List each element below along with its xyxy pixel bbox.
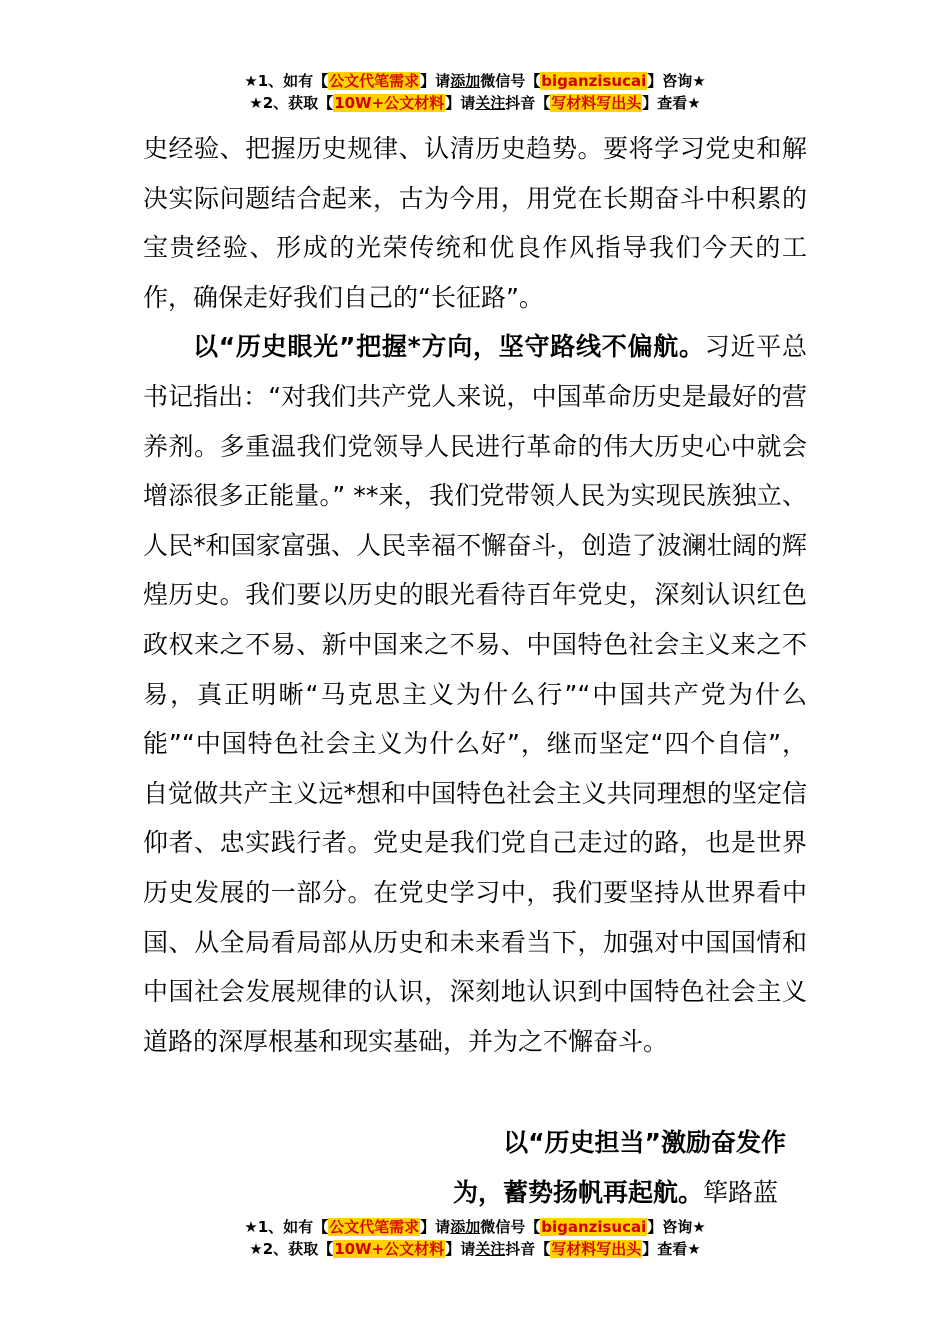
banner-highlight: biganzisucai [541, 1218, 647, 1236]
banner-highlight: 10W+公文材料 [334, 1240, 445, 1258]
banner-text: 微信号【 [480, 1218, 541, 1236]
banner-underline: 关注 [475, 94, 506, 112]
paragraph-1: 史经验、把握历史规律、认清历史趋势。要将学习党史和解决实际问题结合起来，古为今用，用党在长期奋斗中积累的宝贵经验、形成的光荣传统和优良作风指导我们今天的工作，确保走好我们自己的“长征路”。 [143, 134, 807, 312]
section-heading [440, 1118, 790, 1218]
banner-line-1 [0, 70, 950, 92]
section-body-start: 筚路蓝 [702, 1178, 778, 1207]
header-banner [0, 70, 950, 114]
banner-underline: 添加 [450, 1218, 481, 1236]
banner-line-2 [0, 1238, 950, 1260]
banner-text: 】请 [445, 1240, 476, 1258]
banner-text: 】咨询★ [647, 72, 706, 90]
banner-text: 】请 [420, 72, 451, 90]
paragraph-heading: 以“历史眼光”把握*方向，坚守路线不偏航。 [193, 332, 705, 362]
banner-text: 】请 [445, 94, 476, 112]
banner-highlight: 10W+公文材料 [334, 94, 445, 112]
banner-highlight: 公文代笔需求 [329, 1218, 420, 1236]
banner-text: 微信号【 [480, 72, 541, 90]
banner-text: 】查看★ [642, 1240, 701, 1258]
banner-underline: 关注 [475, 1240, 506, 1258]
banner-text: 抖音【 [505, 94, 551, 112]
banner-text: 】咨询★ [647, 1218, 706, 1236]
section-heading-line-2 [440, 1168, 790, 1218]
banner-highlight: 公文代笔需求 [329, 72, 420, 90]
banner-highlight: 写材料写出头 [551, 1240, 642, 1258]
banner-line-2 [0, 92, 950, 114]
section-heading-line-1: 以“历史担当”激励奋发作 [503, 1128, 786, 1157]
banner-highlight: biganzisucai [541, 72, 647, 90]
footer-banner [0, 1216, 950, 1260]
banner-text: ★1、如有【 [244, 1218, 329, 1236]
banner-text: 】请 [420, 1218, 451, 1236]
banner-line-1 [0, 1216, 950, 1238]
document-body [143, 124, 807, 1066]
banner-text: 抖音【 [505, 1240, 551, 1258]
banner-text: ★2、获取【 [249, 94, 334, 112]
banner-text: ★1、如有【 [244, 72, 329, 90]
banner-underline: 添加 [450, 72, 481, 90]
paragraph-2 [143, 322, 807, 1066]
banner-highlight: 写材料写出头 [551, 94, 642, 112]
banner-text: ★2、获取【 [249, 1240, 334, 1258]
section-heading-bold: 为，蓄势扬帆再起航。 [452, 1178, 703, 1207]
banner-text: 】查看★ [642, 94, 701, 112]
paragraph-body: 习近平总书记指出：“对我们共产党人来说，中国革命历史是最好的营养剂。多重温我们党领导人民进行革命的伟大历史心中就会增添很多正能量。” **来，我们党带领人民为实现民族独立、人民*和国家富强、人民幸福不懈奋斗，创造了波澜壮阔的辉煌历史。我们要以历史的眼光看待百年党史，深刻认识红色政权来之不易、新中国来之不易、中国特色社会主义来之不易，真正明晰“马克思主义为什么行”“中国共产党为什么能”“中国特色社会主义为什么好”，继而坚定“四个自信”，自觉做共产主义远*想和中国特色社会主义共同理想的坚定信仰者、忠实践行者。党史是我们党自己走过的路，也是世界历史发展的一部分。在党史学习中，我们要坚持从世界看中国、从全局看局部从历史和未来看当下，加强对中国国情和中国社会发展规律的认识，深刻地认识到中国特色社会主义道路的深厚根基和现实基础，并为之不懈奋斗。 [143, 332, 807, 1056]
